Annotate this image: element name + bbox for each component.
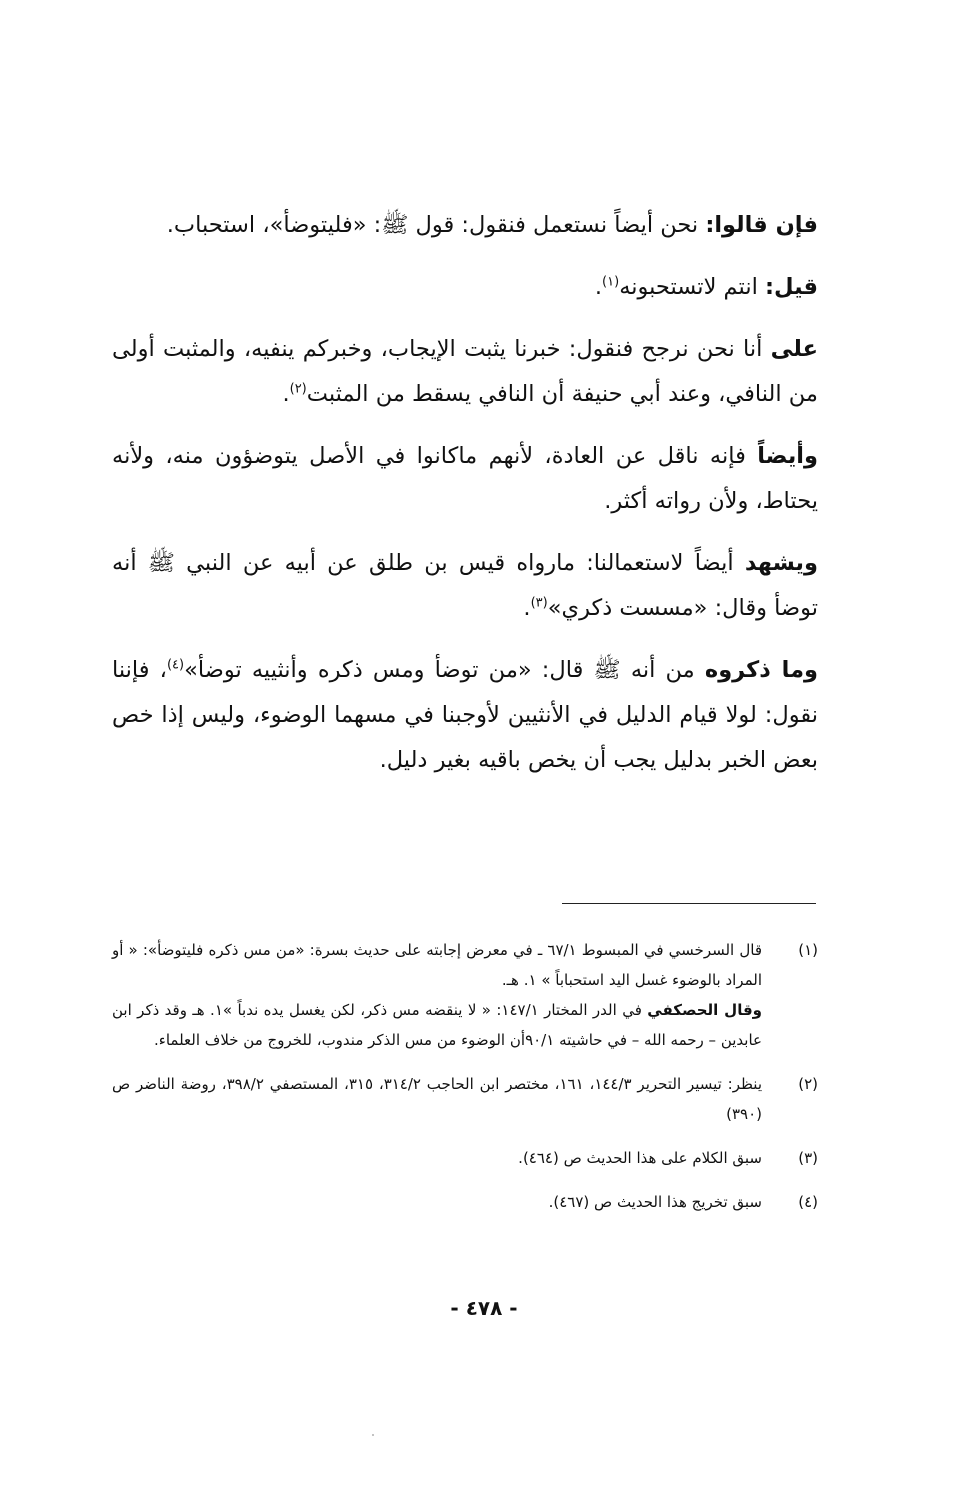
- footnote-number: (٢): [798, 1075, 818, 1093]
- footnote-2: [112, 1069, 818, 1129]
- paragraph-tail: .: [594, 274, 603, 300]
- footnote-1: [112, 935, 818, 1055]
- paragraph-text: أنا نحن نرجح فنقول: خبرنا يثبت الإيجاب، وخبركم ينفيه، والمثبت أولى من النافي، وعند أبي حنيفة أن النافي يسقط من المثبت: [112, 336, 818, 407]
- paragraph-lead: على: [770, 336, 818, 362]
- paragraph-6: [112, 648, 818, 783]
- footnote-body: [112, 1187, 762, 1217]
- footnote-ref[interactable]: (٢): [289, 381, 307, 397]
- paragraph-tail: .: [523, 595, 531, 621]
- footnote-number: (٤): [798, 1193, 818, 1211]
- paragraph-tail: ، فإننا نقول: لولا قيام الدليل في الأنثيين لأوجبنا في مسهما الوضوء، وليس إذا خص بعض الخبر بدليل يجب أن يخص باقيه بغير دليل.: [112, 657, 818, 773]
- paragraph-lead: فإن قالوا:: [705, 212, 818, 238]
- paragraph-text: نحن أيضاً نستعمل فنقول: قول ﷺ: «فليتوضأ»، استحباب.: [166, 212, 706, 238]
- footnote-body: [112, 1069, 762, 1129]
- footnote-line: [112, 995, 762, 1055]
- footnote-body: [112, 935, 762, 1055]
- footnote-bold-lead: وقال الحصكفي: [647, 1001, 762, 1019]
- footnote-text: في الدر المختار ١٤٧/١: « لا ينقضه مس ذكر، لكن يغسل يده ندباً »١. هـ وقد ذكر ابن عابدين – رحمه الله – في حاشيته ٩٠/١أن الوضوء من مس الذكر مندوب، للخروج من خلاف العلماء.: [112, 1001, 762, 1049]
- paragraph-text: من أنه ﷺ قال: «من توضأ ومس ذكره وأنثييه توضأ»: [184, 657, 705, 683]
- footnote-3: [112, 1143, 818, 1173]
- paragraph-lead: وأيضاً: [757, 443, 818, 469]
- paragraph-1: [112, 203, 818, 248]
- main-text: [112, 203, 818, 783]
- footnote-line: سبق الكلام على هذا الحديث ص (٤٦٤).: [518, 1149, 762, 1167]
- paragraph-2: [112, 265, 818, 310]
- footnote-number: (١): [798, 941, 818, 959]
- paragraph-tail: .: [282, 381, 290, 407]
- paragraph-4: [112, 434, 818, 524]
- paragraph-5: [112, 541, 818, 631]
- paragraph-text: أيضاً لاستعمالنا: مارواه قيس بن طلق عن أبيه عن النبي ﷺ أنه توضأ وقال: «مسست ذكري»: [112, 550, 818, 621]
- footnote-ref[interactable]: (٤): [166, 657, 185, 673]
- paragraph-lead: قيل:: [765, 274, 818, 300]
- footnote-number: (٣): [798, 1149, 818, 1167]
- footnote-4: [112, 1187, 818, 1217]
- footnote-body: [112, 1143, 762, 1173]
- paragraph-lead: ويشهد: [744, 550, 818, 576]
- footnotes: [112, 935, 818, 1231]
- paragraph-text: فإنه ناقل عن العادة، لأنهم ماكانوا في الأصل يتوضؤون منه، ولأنه يحتاط، ولأن رواته أكثر.: [112, 443, 818, 514]
- footnote-ref[interactable]: (١): [602, 274, 620, 290]
- paragraph-lead: وما ذكروه: [704, 657, 819, 683]
- footnote-line: سبق تخريج هذا الحديث ص (٤٦٧).: [548, 1193, 762, 1211]
- paragraph-3: [112, 327, 818, 417]
- footnote-ref[interactable]: (٣): [530, 595, 548, 611]
- scan-speck: [372, 1434, 374, 1436]
- footnote-line: ينظر: تيسير التحرير ١٤٤/٣، ١٦١، مختصر ابن الحاجب ٣١٤/٢، ٣١٥، المستصفي ٣٩٨/٢، روضة الناضر ص (٣٩٠): [112, 1075, 763, 1123]
- page-number: - ٤٧٨ -: [450, 1296, 518, 1320]
- footnote-divider: [562, 903, 816, 904]
- paragraph-text: انتم لاتستحبونه: [619, 274, 765, 300]
- footnote-line: قال السرخسي في المبسوط ٦٧/١ ـ في معرض إجابته على حديث بسرة: «من مس ذكره فليتوضأ»: « أو المراد بالوضوء غسل اليد استحباباً » ١. هـ.: [112, 941, 762, 989]
